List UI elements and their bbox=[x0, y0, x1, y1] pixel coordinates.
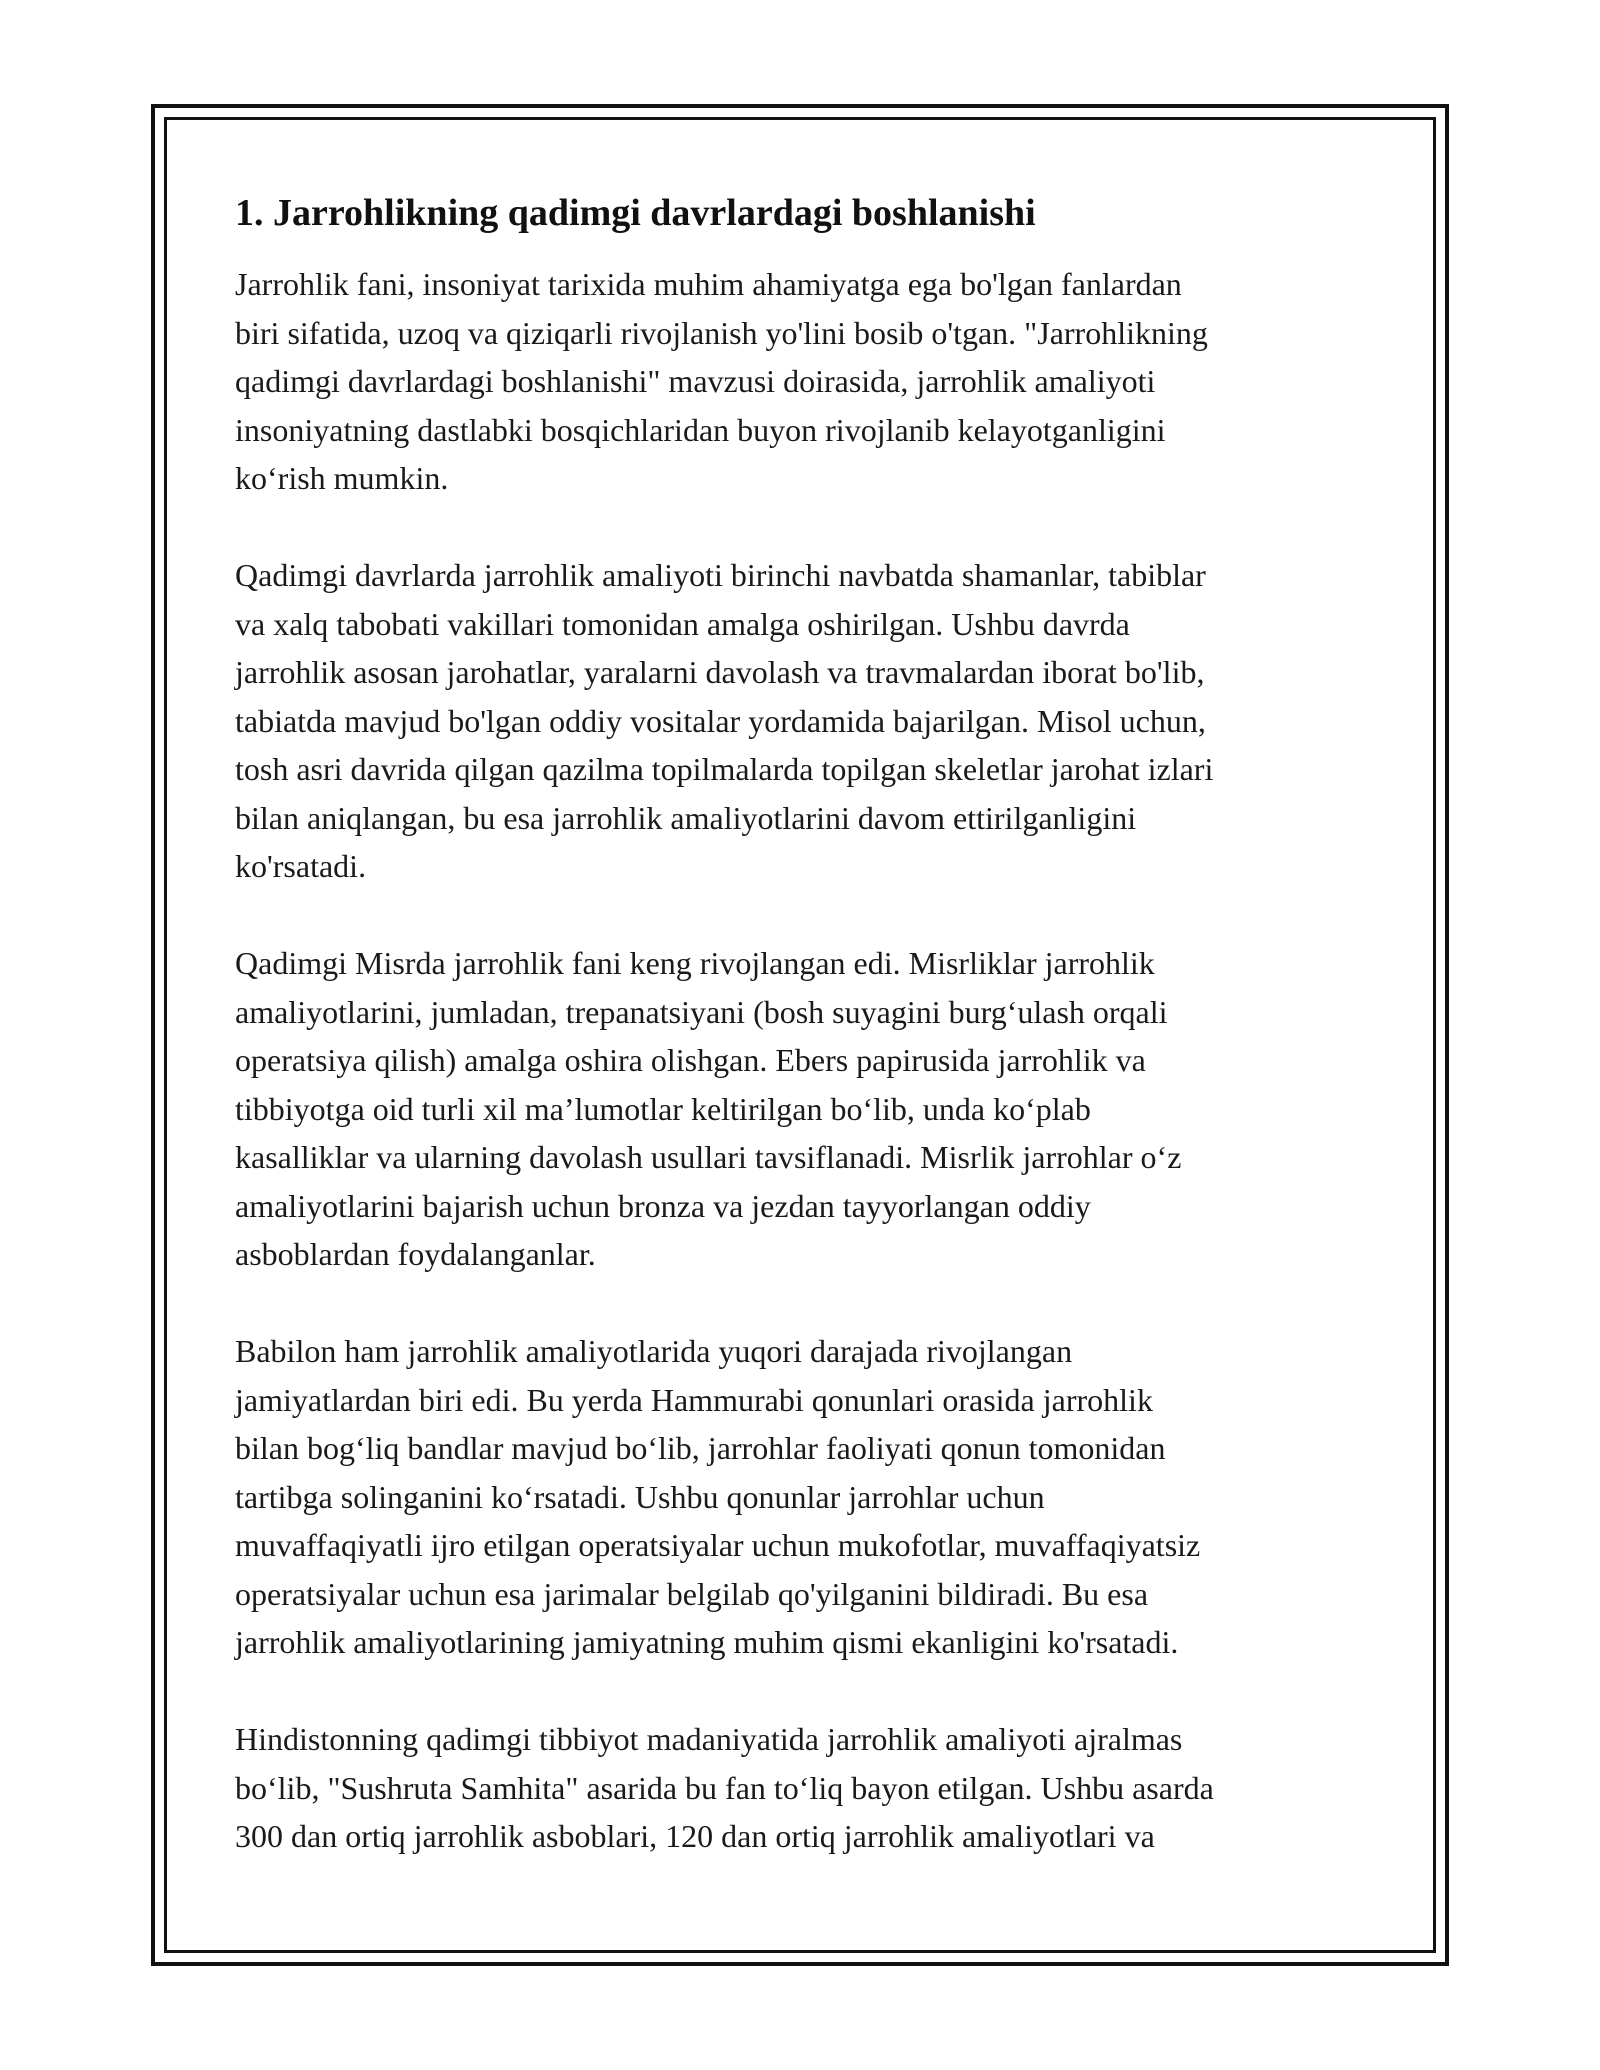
text-line: jarrohlik amaliyotlarining jamiyatning muhim qismi ekanligini ko'rsatadi. bbox=[235, 1624, 1179, 1660]
section-heading: 1. Jarrohlikning qadimgi davrlardagi boshlanishi bbox=[235, 192, 1036, 234]
text-line: bilan aniqlangan, bu esa jarrohlik amaliyotlarini davom ettirilganligini bbox=[235, 799, 1137, 836]
text-line: kasalliklar va ularning davolash usullari tavsiflanadi. Misrlik jarrohlar oʻz bbox=[235, 1139, 1182, 1175]
paragraph-5 bbox=[235, 1715, 1365, 1861]
paragraph-3 bbox=[235, 939, 1365, 1279]
text-line: asboblardan foydalanganlar. bbox=[235, 1236, 596, 1272]
paragraph-1 bbox=[235, 260, 1365, 503]
text-line: insoniyatning dastlabki bosqichlaridan buyon rivojlanib kelayotganligini bbox=[235, 411, 1166, 448]
text-line: tabiatda mavjud bo'lgan oddiy vositalar yordamida bajarilgan. Misol uchun, bbox=[235, 702, 1206, 739]
text-line: 300 dan ortiq jarrohlik asboblari, 120 dan ortiq jarrohlik amaliyotlari va bbox=[235, 1818, 1155, 1854]
text-line: ko'rsatadi. bbox=[235, 848, 367, 884]
text-line: operatsiyalar uchun esa jarimalar belgilab qo'yilganini bildiradi. Bu esa bbox=[235, 1575, 1149, 1612]
text-line: bilan bogʻliq bandlar mavjud boʻlib, jarrohlar faoliyati qonun tomonidan bbox=[235, 1430, 1166, 1466]
document-content bbox=[235, 188, 1365, 1909]
text-line: Qadimgi davrlarda jarrohlik amaliyoti birinchi navbatda shamanlar, tabiblar bbox=[235, 557, 1206, 593]
text-line: Hindistonning qadimgi tibbiyot madaniyatida jarrohlik amaliyoti ajralmas bbox=[235, 1721, 1183, 1757]
text-line: koʻrish mumkin. bbox=[235, 460, 449, 496]
text-line: amaliyotlarini, jumladan, trepanatsiyani (bosh suyagini burgʻulash orqali bbox=[235, 993, 1168, 1030]
text-line: operatsiya qilish) amalga oshira olishgan. Ebers papirusida jarrohlik va bbox=[235, 1042, 1146, 1078]
text-line: qadimgi davrlardagi boshlanishi" mavzusi doirasida, jarrohlik amaliyoti bbox=[235, 363, 1156, 399]
text-line: amaliyotlarini bajarish uchun bronza va jezdan tayyorlangan oddiy bbox=[235, 1187, 1091, 1224]
text-line: va xalq tabobati vakillari tomonidan amalga oshirilgan. Ushbu davrda bbox=[235, 605, 1130, 642]
text-line: biri sifatida, uzoq va qiziqarli rivojlanish yo'lini bosib o'tgan. "Jarrohlikning bbox=[235, 314, 1208, 351]
text-line: Babilon ham jarrohlik amaliyotlarida yuqori darajada rivojlangan bbox=[235, 1333, 1073, 1369]
text-line: jarrohlik asosan jarohatlar, yaralarni davolash va travmalardan iborat bo'lib, bbox=[235, 654, 1205, 690]
text-line: boʻlib, "Sushruta Samhita" asarida bu fan toʻliq bayon etilgan. Ushbu asarda bbox=[235, 1769, 1214, 1806]
text-line: tosh asri davrida qilgan qazilma topilmalarda topilgan skeletlar jarohat izlari bbox=[235, 751, 1214, 787]
paragraph-2 bbox=[235, 551, 1365, 891]
text-line: jamiyatlardan biri edi. Bu yerda Hammurabi qonunlari orasida jarrohlik bbox=[235, 1381, 1153, 1418]
text-line: tartibga solinganini koʻrsatadi. Ushbu qonunlar jarrohlar uchun bbox=[235, 1478, 1045, 1515]
text-line: muvaffaqiyatli ijro etilgan operatsiyalar uchun mukofotlar, muvaffaqiyatsiz bbox=[235, 1527, 1201, 1563]
text-line: Jarrohlik fani, insoniyat tarixida muhim ahamiyatga ega bo'lgan fanlardan bbox=[235, 266, 1182, 302]
paragraph-4 bbox=[235, 1327, 1365, 1667]
text-line: tibbiyotga oid turli xil maʼlumotlar keltirilgan boʻlib, unda koʻplab bbox=[235, 1090, 1091, 1127]
text-line: Qadimgi Misrda jarrohlik fani keng rivojlangan edi. Misrliklar jarrohlik bbox=[235, 945, 1155, 981]
